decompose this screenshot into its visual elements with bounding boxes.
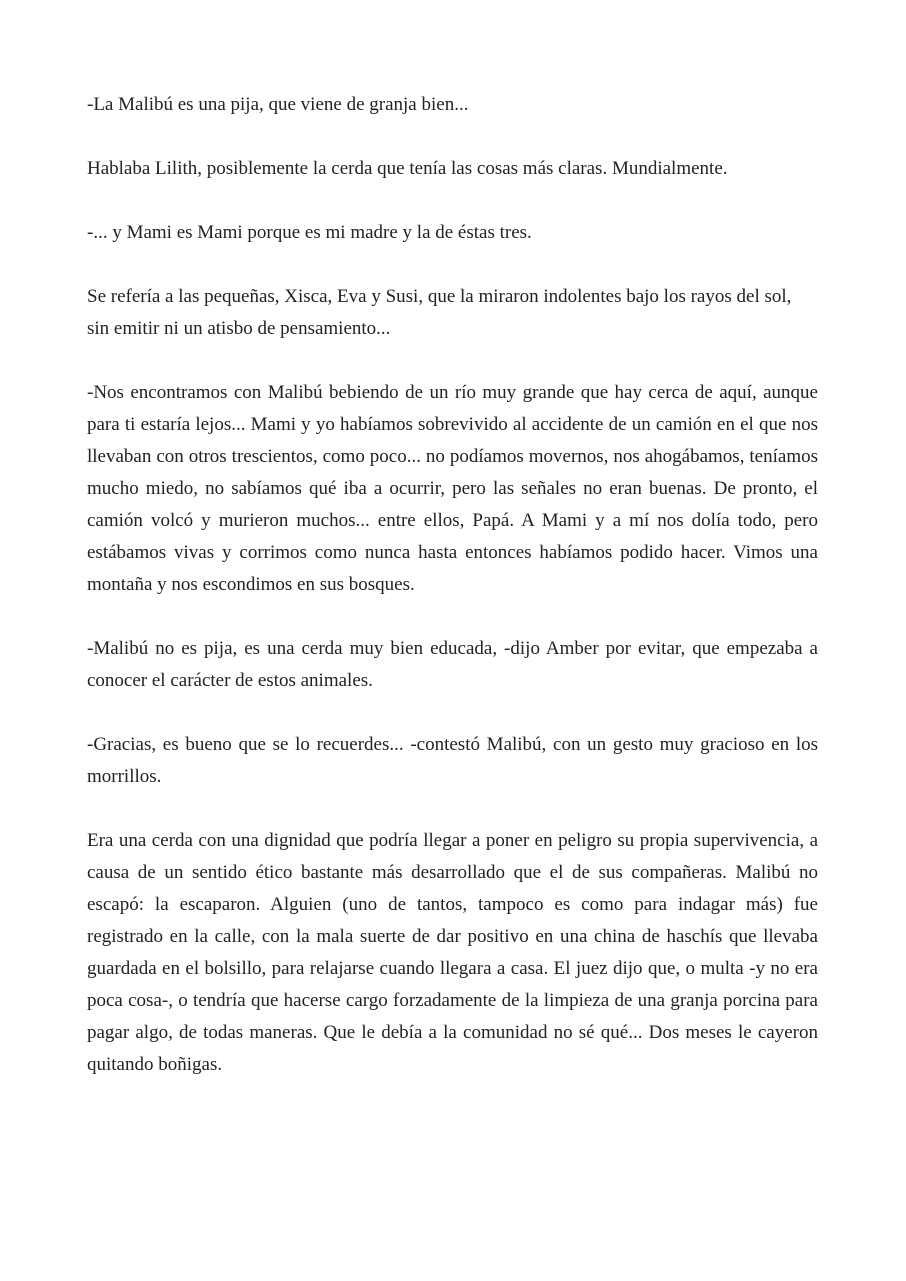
paragraph-7: -Gracias, es bueno que se lo recuerdes... -contestó Malibú, con un gesto muy gracioso en los morrillos. [87,734,818,787]
paragraph-2: Hablaba Lilith, posiblemente la cerda que tenía las cosas más claras. Mundialmente. [87,158,728,179]
paragraph-6: -Malibú no es pija, es una cerda muy bien educada, -dijo Amber por evitar, que empezaba a conocer el carácter de estos animales. [87,638,818,691]
document-page [87,89,818,1113]
paragraph-1: -La Malibú es una pija, que viene de granja bien... [87,94,469,115]
paragraph-3: -... y Mami es Mami porque es mi madre y la de éstas tres. [87,222,532,243]
paragraph-8: Era una cerda con una dignidad que podría llegar a poner en peligro su propia supervivencia, a causa de un sentido ético bastante más desarrollado que el de sus compañeras. Malibú no escapó: la escaparon. Alguien (uno de tantos, tampoco es como para indagar más) fue registrado en la calle, con la mala suerte de dar positivo en una china de haschís que llevaba guardada en el bolsillo, para relajarse cuando llegara a casa. El juez dijo que, o multa -y no era poca cosa-, o tendría que hacerse cargo forzadamente de la limpieza de una granja porcina para pagar algo, de todas maneras. Que le debía a la comunidad no sé qué... Dos meses le cayeron quitando boñigas. [87,830,818,1075]
paragraph-5: -Nos encontramos con Malibú bebiendo de un río muy grande que hay cerca de aquí, aunque para ti estaría lejos... Mami y yo habíamos sobrevivido al accidente de un camión en el que nos llevaban con otros trescientos, como poco... no podíamos movernos, nos ahogábamos, teníamos mucho miedo, no sabíamos qué iba a ocurrir, pero las señales no eran buenas. De pronto, el camión volcó y murieron muchos... entre ellos, Papá. A Mami y a mí nos dolía todo, pero estábamos vivas y corrimos como nunca hasta entonces habíamos podido hacer. Vimos una montaña y nos escondimos en sus bosques. [87,382,818,595]
paragraph-4: Se refería a las pequeñas, Xisca, Eva y Susi, que la miraron indolentes bajo los rayos del sol, sin emitir ni un atisbo de pensamiento... [87,286,792,339]
